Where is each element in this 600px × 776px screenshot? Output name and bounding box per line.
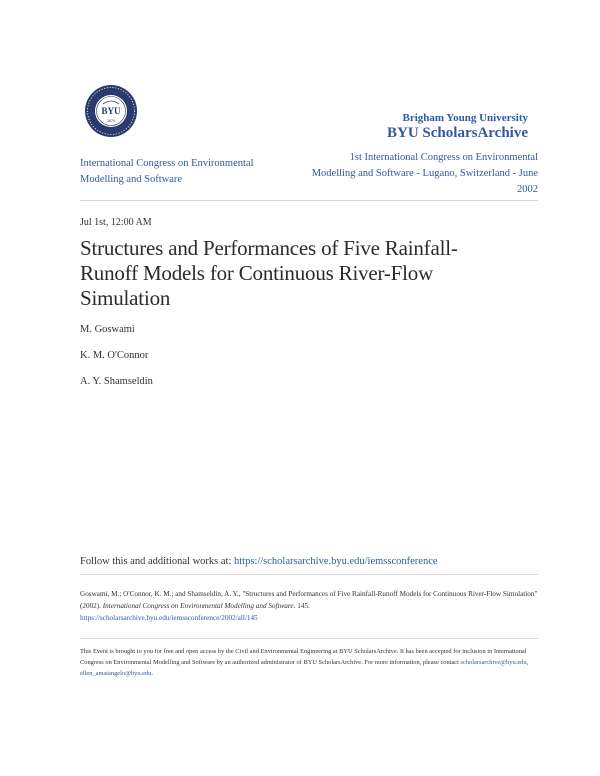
follow-link[interactable]: https://scholarsarchive.byu.edu/iemssconference <box>234 556 438 567</box>
rights-separator: , <box>526 659 529 666</box>
divider-bottom <box>80 638 538 639</box>
citation-lead: Goswami, M.; O'Connor, K. M.; and Shamseldin, A. Y., "Structures and Performances of Five Rainfall-Runoff Models for Continuous River-Flow Simulation" (2002). <box>80 590 538 610</box>
rights-end: . <box>151 670 153 677</box>
author-1: M. Goswami <box>80 324 135 335</box>
seal-year: 1875 <box>107 119 115 123</box>
contact-email-1[interactable]: scholarsarchive@byu.edu <box>460 659 527 666</box>
series-link-right[interactable]: 1st International Congress on Environmental Modelling and Software - Lugano, Switzerland - June 2002 <box>311 152 538 195</box>
rights-statement <box>80 646 542 679</box>
rights-text: This Event is brought to you for free and open access by the Civil and Environmental Engineering at BYU ScholarsArchive. It has been accepted for inclusion in International Congress on Environmental Modelling and Software by an authorized administrator of BYU ScholarsArchive. For more information, please contact <box>80 648 527 666</box>
byu-seal-logo <box>84 84 138 138</box>
contact-email-2[interactable]: ellen_amatangelo@byu.edu <box>80 670 152 677</box>
citation-url[interactable]: https://scholarsarchive.byu.edu/iemssconference/2002/all/145 <box>80 614 258 622</box>
divider-middle <box>80 574 538 575</box>
citation-tail: . 145. <box>293 602 310 610</box>
follow-line <box>80 556 438 567</box>
author-2: K. M. O'Connor <box>80 350 149 361</box>
institution-block <box>387 112 528 142</box>
event-date: Jul 1st, 12:00 AM <box>80 217 152 228</box>
series-link-left[interactable]: International Congress on Environmental Modelling and Software <box>80 158 254 185</box>
follow-prefix: Follow this and additional works at: <box>80 556 234 567</box>
paper-title: Structures and Performances of Five Rainfall-Runoff Models for Continuous River-Flow Simulation <box>80 236 458 310</box>
archive-name[interactable]: BYU ScholarsArchive <box>387 125 528 141</box>
citation-journal: International Congress on Environmental Modelling and Software <box>102 602 294 610</box>
divider-top <box>80 200 538 201</box>
citation-block <box>80 588 542 624</box>
university-name[interactable]: Brigham Young University <box>402 112 528 124</box>
seal-letters: BYU <box>101 106 121 116</box>
author-3: A. Y. Shamseldin <box>80 376 153 387</box>
